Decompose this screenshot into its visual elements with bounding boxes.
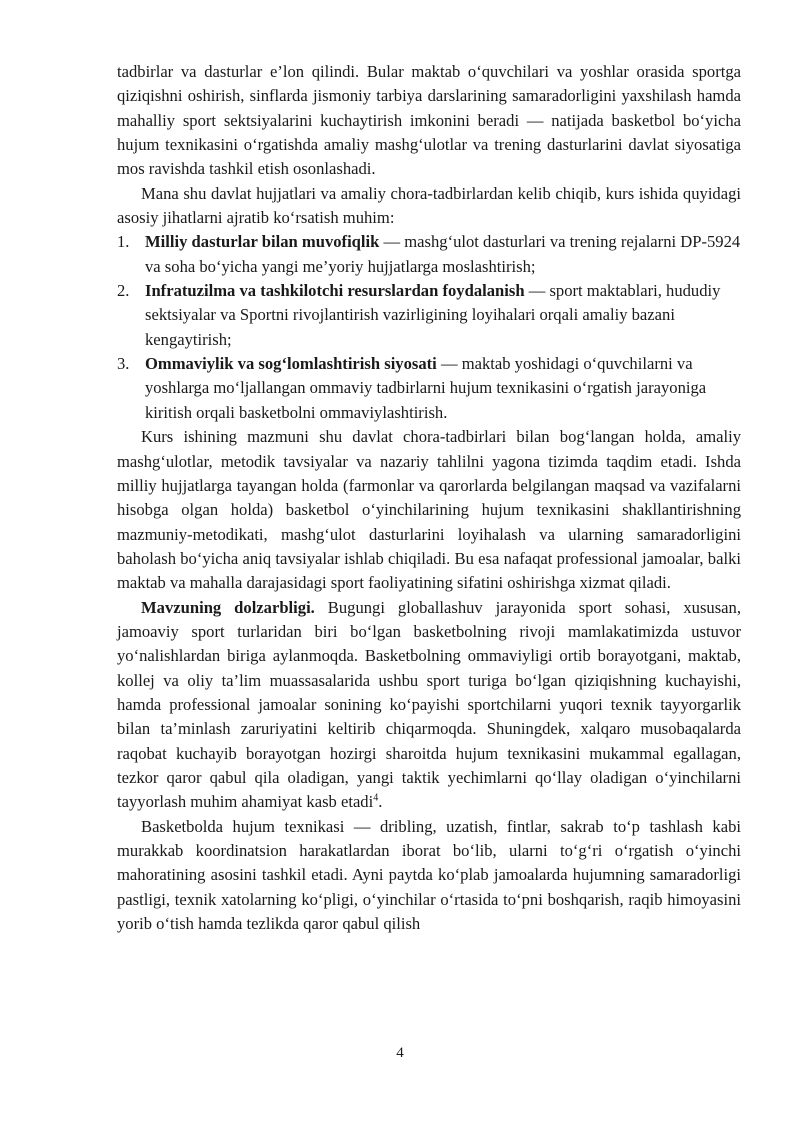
list-item-heading: Milliy dasturlar bilan muvofiqlik — [145, 232, 380, 252]
list-item-number: 3. — [117, 354, 130, 374]
paragraph-relevance — [117, 596, 741, 815]
paragraph-attack-technique: Basketbolda hujum texnikasi — dribling, uzatish, fintlar, sakrab to‘p tashlash kabi murakkab koordinatsion harakatlardan iborat bo‘lib, ularni to‘g‘ri o‘rgatish o‘yinchi mahoratining asosini tashkil etadi. Ayni paytda ko‘plab jamoalarda hujumning samaradorligi pastligi, texnik xatolarning ko‘pligi, o‘yinchilar o‘rtasida to‘pni boshqarish, raqib himoyasini yorib o‘tish hamda tezlikda qaror qabul qilish — [117, 816, 741, 934]
list-item — [117, 230, 741, 279]
list-item — [117, 352, 741, 425]
list-item-heading: Infratuzilma va tashkilotchi resurslardan foydalanish — [145, 281, 525, 301]
page-number: 4 — [396, 1045, 404, 1061]
list-item-text: — maktab yoshidagi o‘quvchilarni va yoshlarga mo‘ljallangan ommaviy tadbirlarni hujum texnikasini o‘rgatish jarayoniga kiritish orqali basketbolni ommaviylashtirish. — [145, 354, 707, 422]
paragraph-course-content: Kurs ishining mazmuni shu davlat chora-tadbirlari bilan bog‘langan holda, amaliy mashg‘ulotlar, metodik tavsiyalar va nazariy tahlilni yagona tizimda taqdim etadi. Ishda milliy hujjatlarga tayangan holda (farmonlar va qarorlarda belgilangan maqsad va vazifalarni hisobga olgan holda) basketbol o‘yinchilarining hujum texnikasini shakllantirishning mazmuniy-metodikati, mashg‘ulot dasturlarini loyihalash va ularning samaradorligini baholash bo‘yicha aniq tavsiyalar ishlab chiqiladi. Bu esa nafaqat professional jamoalar, balki maktab va mahalla darajasidagi sport faoliyatining sifatini oshirishga xizmat qiladi. — [117, 427, 741, 593]
list-item-heading: Ommaviylik va sog‘lomlashtirish siyosati — [145, 354, 437, 374]
footnote-reference[interactable]: 4 — [373, 792, 379, 804]
relevance-heading: Mavzuning dolzarbligi. — [141, 597, 315, 617]
paragraph-key-aspects-intro: Mana shu davlat hujjatlari va amaliy chora-tadbirlardan kelib chiqib, kurs ishida quyidagi asosiy jihatlarni ajratib ko‘rsatish muhim: — [117, 183, 741, 228]
list-item-text: — mashg‘ulot dasturlari va trening rejalarni DP-5924 va soha bo‘yicha yangi me’yoriy hujjatlarga moslashtirish; — [145, 232, 741, 276]
list-item-text: — sport maktablari, hududiy sektsiyalar va Sportni rivojlantirish vazirligining loyihalari orqali amaliy bazani kengaytirish; — [145, 281, 721, 349]
list-item-number: 2. — [117, 281, 130, 301]
document-page — [117, 60, 741, 936]
list-item — [117, 279, 741, 352]
relevance-text: Bugungi globallashuv jarayonida sport sohasi, xususan, jamoaviy sport turlaridan biri bo‘lgan basketbolning rivoji mamlakatimizda ustuvor yo‘nalishlardan biriga aylanmoqda. Basketbolning ommaviyligi ortib borayotgani, maktab, kollej va oliy ta’lim muassasalarida ushbu sport turiga bo‘lgan qiziqishning kuchayishi, hamda professional jamoalar sonining ko‘payishi sportchilarni yuqori texnik tayyorgarlik bilan ta’minlash zaruriyatini keltirib chiqarmoqda. Shuningdek, xalqaro musobaqalarda raqobat kuchayib borayotgan hozirgi sharoitda hujum texnikasini mukammal egallagan, tezkor qaror qabul qila oladigan, yangi taktik yechimlarni qo‘llay oladigan o‘yinchilarni tayyorlash muhim ahamiyat kasb etadi — [117, 597, 741, 812]
paragraph-intro-continuation: tadbirlar va dasturlar e’lon qilindi. Bular maktab o‘quvchilari va yoshlar orasida sportga qiziqishni oshirish, sinflarda jismoniy tarbiya darslarining samaradorligini yaxshilash hamda mahalliy sport sektsiyalarini kuchaytirish imkonini beradi — natijada basketbol bo‘yicha hujum texnikasini o‘rgatishda amaliy mashg‘ulotlar va trening dasturlarini davlat siyosatiga mos ravishda tashkil etish osonlashadi. — [117, 62, 741, 179]
key-aspects-list — [117, 230, 741, 425]
list-item-number: 1. — [117, 232, 130, 252]
relevance-text-end: . — [378, 792, 383, 812]
